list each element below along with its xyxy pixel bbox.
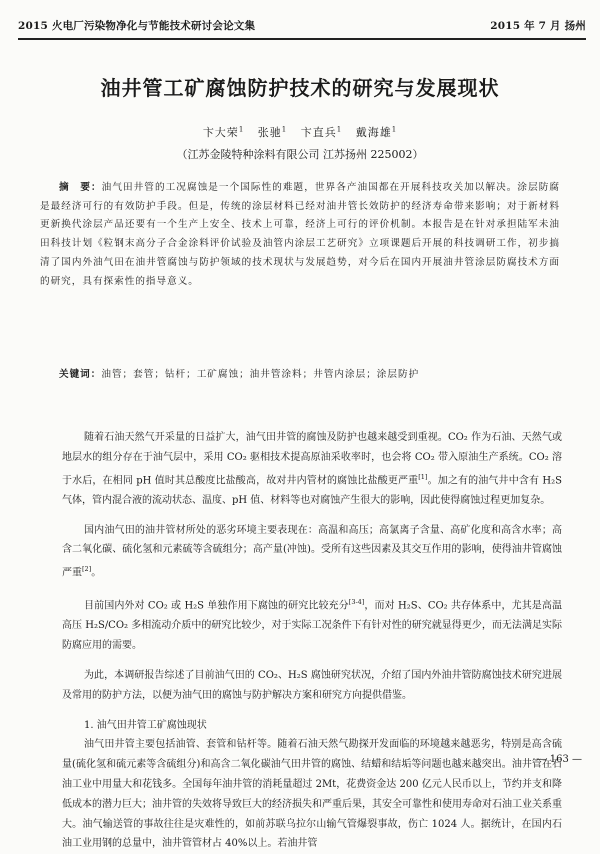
paper-title: 油井管工矿腐蚀防护技术的研究与发展现状 bbox=[100, 76, 500, 100]
page-number: — 163 — bbox=[536, 754, 582, 765]
author-1-affil-mark: 1 bbox=[238, 125, 245, 134]
author-list bbox=[0, 124, 600, 140]
citation-1: [1] bbox=[418, 472, 428, 481]
keywords-label: 关键词： bbox=[59, 369, 102, 380]
author-affiliation: （江苏金陵特种涂料有限公司 江苏扬州 225002） bbox=[176, 148, 424, 161]
author-3-affil-mark: 1 bbox=[336, 125, 343, 134]
author-4-affil-mark: 1 bbox=[391, 125, 398, 134]
author-4: 戴海雄 bbox=[355, 126, 392, 139]
citation-3-4: [3-4] bbox=[348, 598, 365, 607]
section-heading-1: 1. 油气田井管工矿腐蚀现状 bbox=[84, 719, 207, 731]
abstract-text: 油气田井管的工况腐蚀是一个国际性的难题，世界各产油国都在开展科技攻关加以解决。涂层防腐是最经济可行的有效防护手段。但是，传统的涂层材料已经对油井管长效防护的经济寿命带来影响；对于新材料更新换代涂层产品还要有一个生产上安全、技术上可靠，经济上可行的评价机制。本报告是在针对承担陆军未油田科技计划《粒钢末高分子合金涂料评价试验及油管内涂层工艺研究》立项课题后开展的科技调研工作，初步搞清了国内外油气田在油井管腐蚀与防护领域的技术现状与发展趋势，对今后在国内开展油井管涂层防腐技术方面的研究，具有探索性的指导意义。 bbox=[40, 182, 561, 287]
paragraph-intro: 随着石油天然气开采量的日益扩大，油气田井管的腐蚀及防护也越来越受到重视。CO₂ 作为石油、天然气或地层水的组分存在于油气层中，采用 CO₂ 驱相技术提高原油采收率时，也会将 CO₂ 带入原油生产系统。CO₂ 溶于水后，在相同 pH 值时其总酸度比盐酸高，故对井内管材的腐蚀比盐酸更严重[1]。加之有的油气井中含有 H₂S 气体，管内混合液的流动状态、温度、pH 值、材料等也对腐蚀产生很大的影响，因此使得腐蚀过程更加复杂。 bbox=[62, 432, 562, 506]
paragraph-purpose: 为此，本调研报告综述了目前油气田的 CO₂、H₂S 腐蚀研究状况，介绍了国内外油井管防腐蚀技术研究进展及常用的防护方法，以便为油气田的腐蚀与防护解决方案和研究方向提供借鉴。 bbox=[62, 669, 562, 701]
keywords-text: 油管；套管；钻杆；工矿腐蚀；油井管涂料；井管内涂层；涂层防护 bbox=[101, 369, 420, 380]
abstract bbox=[40, 179, 560, 291]
author-3: 卞直兵 bbox=[300, 126, 337, 139]
paragraph-research-gap: 目前国内外对 CO₂ 或 H₂S 单独作用下腐蚀的研究比较充分[3-4]，而对 H₂S、CO₂ 共存体系中，尤其是高温高压 H₂S/CO₂ 多相流动介质中的研究比较少，对于实际工况条件下有针对性的研究就显得更少，而无法满足实际防腐应用的需要。 bbox=[62, 598, 563, 652]
citation-2: [2] bbox=[82, 565, 92, 574]
paragraph-section-1: 油气田井管主要包括油管、套管和钻杆等。随着石油天然气勘探开发面临的环境越来越恶劣，特别是高含硫量(硫化氢和硫元素等含硫组分)和高含二氧化碳油气田井管的腐蚀、结蜡和结垢等问题也越来越突出。油井管在石油工业中用量大和花钱多。全国每年油井管的消耗量超过 2Mt，花费资金达 200 亿元人民币以上，节约并支和降低成本的潜力巨大；油井管的失效将导致巨大的经济损失和严重后果，其安全可靠性和使用寿命对石油工业关系重大。油气输送管的事故往往是灾难性的，如前苏联乌拉尔山输气管爆裂事故，伤亡 1024 人。据统计，在国内石油工业用钢的总量中，油井管管材占 40%以上。若油井管 bbox=[62, 739, 562, 850]
paragraph-environment: 国内油气田的油井管材所处的恶劣环境主要表现在：高温和高压；高氯离子含量、高矿化度和高含水率；高含二氧化碳、硫化氢和元素硫等含硫组分；高产量(冲蚀)。受所有这些因素及其交互作用的影响，使得油井管腐蚀严重[2]。 bbox=[62, 524, 562, 579]
running-header bbox=[18, 18, 586, 36]
author-1: 卞大荣 bbox=[202, 126, 239, 139]
header-rule bbox=[18, 38, 586, 40]
keywords bbox=[40, 366, 560, 385]
author-2: 张驰 bbox=[257, 126, 282, 139]
author-2-affil-mark: 1 bbox=[281, 125, 288, 134]
header-proceedings-title: 2015 火电厂污染物净化与节能技术研讨会论文集 bbox=[18, 20, 256, 32]
header-date-location: 2015 年 7 月 扬州 bbox=[490, 20, 586, 32]
body-text bbox=[62, 428, 562, 854]
abstract-label: 摘 要： bbox=[59, 182, 102, 193]
